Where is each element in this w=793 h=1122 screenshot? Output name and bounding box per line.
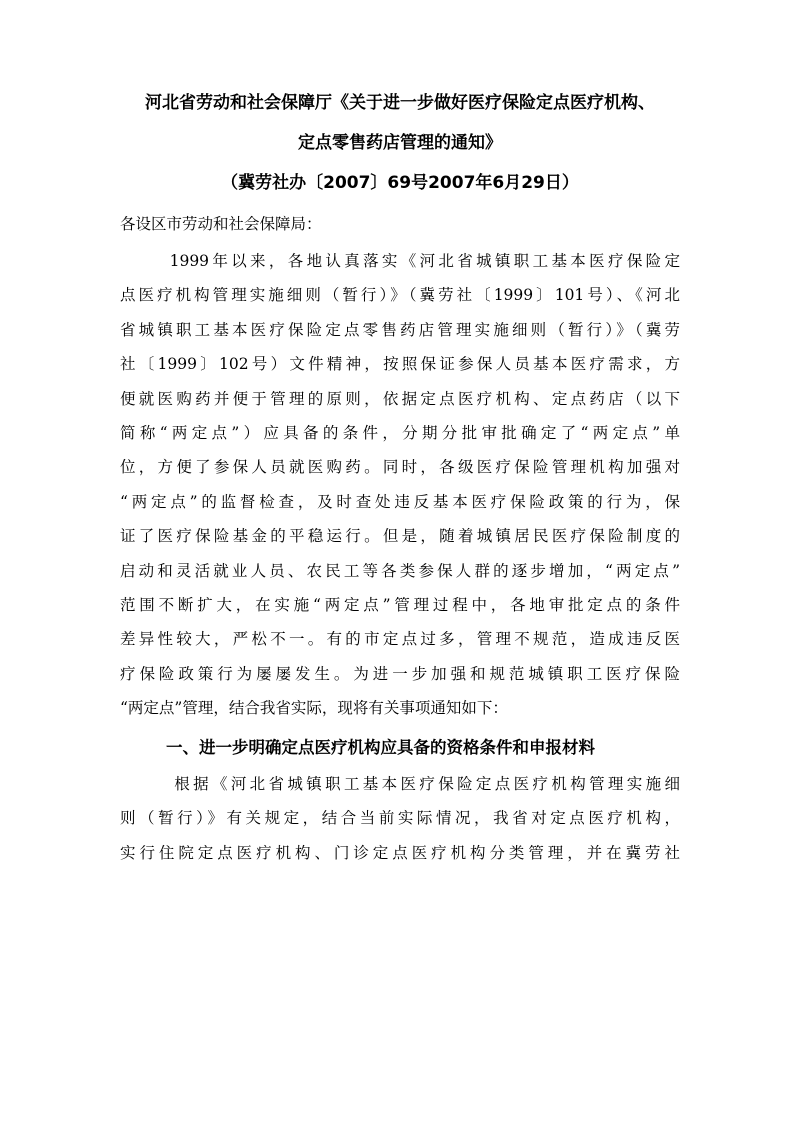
paragraph-1-line: “两定点”的监督检查，及时查处违反基本医疗保险政策的行为，保 — [120, 492, 680, 511]
document-page — [120, 90, 680, 870]
paragraph-1-line: “两定点”管理，结合我省实际，现将有关事项通知如下： — [120, 699, 508, 718]
paragraph-2-line: 根据《河北省城镇职工基本医疗保险定点医疗机构管理实施细 — [174, 774, 680, 793]
paragraph-2 — [120, 767, 680, 870]
document-title-line2: 定点零售药店管理的通知》 — [298, 133, 502, 153]
section-1-heading: 一、进一步明确定点医疗机构应具备的资格条件和申报材料 — [166, 737, 595, 757]
paragraph-1-line: 差异性较大，严松不一。有的市定点过多，管理不规范，造成违反医 — [120, 630, 680, 649]
document-title-line1: 河北省劳动和社会保障厅《关于进一步做好医疗保险定点医疗机构、 — [145, 93, 655, 113]
paragraph-2-line: 则（暂行）》有关规定，结合当前实际情况，我省对定点医疗机构， — [120, 809, 680, 828]
paragraph-1-line: 省城镇职工基本医疗保险定点零售药店管理实施细则（暂行）》（冀劳 — [120, 320, 680, 339]
paragraph-1-line: 1999年以来，各地认真落实《河北省城镇职工基本医疗保险定 — [169, 252, 680, 270]
paragraph-2-line: 实行住院定点医疗机构、门诊定点医疗机构分类管理，并在冀劳社 — [120, 843, 680, 862]
paragraph-1-line: 位，方便了参保人员就医购药。同时，各级医疗保险管理机构加强对 — [120, 458, 680, 477]
salutation: 各设区市劳动和社会保障局： — [120, 215, 322, 233]
document-number: （冀劳社办〔2007〕69号2007年6月29日） — [221, 173, 579, 193]
paragraph-1-line: 点医疗机构管理实施细则（暂行）》（冀劳社〔1999〕101号）、《河北 — [120, 286, 680, 305]
paragraph-1-line: 启动和灵活就业人员、农民工等各类参保人群的逐步增加，“两定点” — [120, 561, 680, 580]
paragraph-1-line: 范围不断扩大，在实施“两定点”管理过程中，各地审批定点的条件 — [120, 596, 680, 615]
paragraph-1-line: 疗保险政策行为屡屡发生。为进一步加强和规范城镇职工医疗保险 — [120, 664, 680, 683]
paragraph-1-line: 证了医疗保险基金的平稳运行。但是，随着城镇居民医疗保险制度的 — [120, 527, 680, 546]
paragraph-1 — [120, 244, 680, 726]
paragraph-1-line: 便就医购药并便于管理的原则，依据定点医疗机构、定点药店（以下 — [120, 389, 680, 408]
paragraph-1-line: 简称“两定点”）应具备的条件，分期分批审批确定了“两定点”单 — [120, 424, 680, 443]
paragraph-1-line: 社〔1999〕102号）文件精神，按照保证参保人员基本医疗需求，方 — [120, 355, 680, 374]
